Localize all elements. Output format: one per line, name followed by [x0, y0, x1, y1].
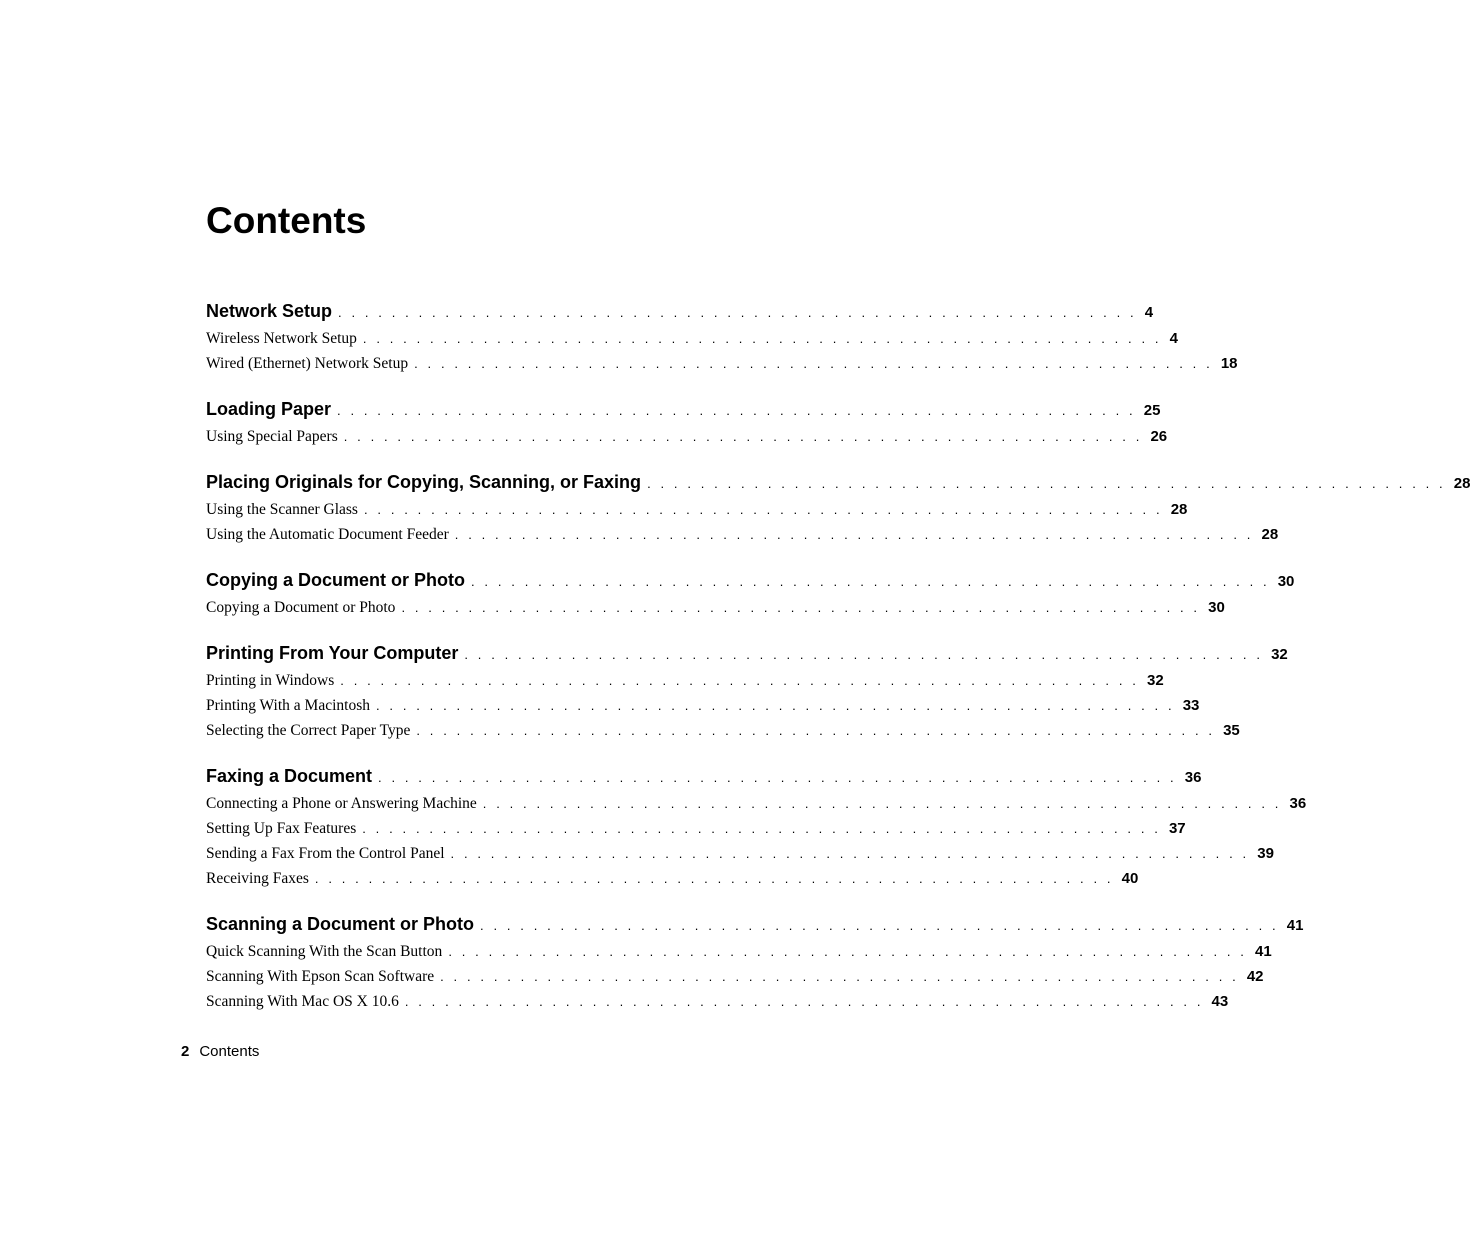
toc-page-number: 32: [1271, 646, 1288, 663]
toc-entry-title: Selecting the Correct Paper Type: [206, 722, 411, 739]
footer-page-number: 2: [181, 1043, 190, 1060]
dot-leader: . . . . . . . . . . . . . . . . . . . . . . . . . . . . . . . . . . . . . . . . . . . . . . . . . . . . . . . . . . . .: [454, 527, 1254, 542]
toc-entry-title: Receiving Faxes: [206, 870, 309, 887]
toc-page-number: 37: [1168, 820, 1186, 837]
toc-heading-title: Copying a Document or Photo: [206, 570, 465, 590]
toc-entry-title: Wired (Ethernet) Network Setup: [206, 355, 409, 372]
dot-leader: . . . . . . . . . . . . . . . . . . . . . . . . . . . . . . . . . . . . . . . . . . . . . . . . . . . . . . . . . . . .: [363, 502, 1163, 517]
dot-leader: . . . . . . . . . . . . . . . . . . . . . . . . . . . . . . . . . . . . . . . . . . . . . . . . . . . . . . . . . . . .: [343, 429, 1143, 444]
dot-leader: . . . . . . . . . . . . . . . . . . . . . . . . . . . . . . . . . . . . . . . . . . . . . . . . . . . . . . . . . . . .: [448, 944, 1248, 959]
toc-entry-title: Sending a Fax From the Control Panel: [206, 845, 445, 862]
toc-entry[interactable]: [206, 718, 1240, 743]
toc-page-number: 40: [1121, 870, 1139, 887]
toc-entry[interactable]: [206, 326, 1178, 351]
toc-heading[interactable]: [206, 394, 1161, 424]
dot-leader: . . . . . . . . . . . . . . . . . . . . . . . . . . . . . . . . . . . . . . . . . . . . . . . . . . . . . . . . . . . .: [464, 647, 1264, 662]
toc-page-number: 25: [1143, 402, 1161, 419]
footer-label: Contents: [199, 1043, 260, 1060]
toc-entry-title: Using Special Papers: [206, 428, 338, 445]
toc-entry[interactable]: [206, 791, 1307, 816]
dot-leader: . . . . . . . . . . . . . . . . . . . . . . . . . . . . . . . . . . . . . . . . . . . . . . . . . . . . . . . . . . . .: [401, 600, 1201, 615]
toc-page-number: 36: [1184, 769, 1202, 786]
toc-entry-title: Printing With a Macintosh: [206, 697, 370, 714]
toc-entry[interactable]: [206, 693, 1200, 718]
toc-heading[interactable]: [206, 761, 1202, 791]
toc-heading-title: Network Setup: [206, 301, 333, 321]
dot-leader: . . . . . . . . . . . . . . . . . . . . . . . . . . . . . . . . . . . . . . . . . . . . . . . . . . . . . . . . . . . .: [647, 476, 1446, 491]
dot-leader: . . . . . . . . . . . . . . . . . . . . . . . . . . . . . . . . . . . . . . . . . . . . . . . . . . . . . . . . . . . .: [340, 673, 1139, 688]
toc-page-number: 35: [1223, 722, 1240, 739]
toc-heading-title: Loading Paper: [206, 399, 332, 419]
toc-page-number: 42: [1246, 968, 1264, 985]
toc-page-number: 41: [1286, 917, 1304, 934]
dot-leader: . . . . . . . . . . . . . . . . . . . . . . . . . . . . . . . . . . . . . . . . . . . . . . . . . . . . . . . . . . . .: [480, 918, 1279, 933]
toc-entry[interactable]: [206, 497, 1188, 522]
dot-leader: . . . . . . . . . . . . . . . . . . . . . . . . . . . . . . . . . . . . . . . . . . . . . . . . . . . . . . . . . . . .: [314, 871, 1114, 886]
dot-leader: . . . . . . . . . . . . . . . . . . . . . . . . . . . . . . . . . . . . . . . . . . . . . . . . . . . . . . . . . . . .: [337, 403, 1136, 418]
toc-entry[interactable]: [206, 351, 1238, 376]
toc-section-placing-originals: [206, 467, 1470, 547]
dot-leader: . . . . . . . . . . . . . . . . . . . . . . . . . . . . . . . . . . . . . . . . . . . . . . . . . . . . . . . . . . . .: [482, 796, 1282, 811]
toc-page-number: 26: [1150, 428, 1168, 445]
toc-entry-title: Using the Automatic Document Feeder: [206, 526, 449, 543]
toc-entry[interactable]: [206, 866, 1139, 891]
toc-section-printing: [206, 638, 1288, 743]
toc-page-number: 33: [1182, 697, 1200, 714]
toc-heading[interactable]: [206, 296, 1154, 326]
toc-section-network-setup: [206, 296, 1238, 376]
toc-section-copying: [206, 565, 1295, 620]
toc-entry[interactable]: [206, 841, 1274, 866]
toc-heading[interactable]: [206, 467, 1470, 497]
toc-page-number: 36: [1289, 795, 1307, 812]
toc-page-number: 30: [1277, 573, 1295, 590]
toc-heading-title: Faxing a Document: [206, 766, 373, 786]
dot-leader: . . . . . . . . . . . . . . . . . . . . . . . . . . . . . . . . . . . . . . . . . . . . . . . . . . . . . . . . . . . .: [440, 969, 1239, 984]
toc-page-number: 28: [1453, 475, 1470, 492]
toc-heading[interactable]: [206, 909, 1304, 939]
dot-leader: . . . . . . . . . . . . . . . . . . . . . . . . . . . . . . . . . . . . . . . . . . . . . . . . . . . . . . . . . . . .: [378, 770, 1177, 785]
toc-page-number: 43: [1211, 993, 1229, 1010]
dot-leader: . . . . . . . . . . . . . . . . . . . . . . . . . . . . . . . . . . . . . . . . . . . . . . . . . . . . . . . . . . . .: [416, 723, 1216, 738]
toc-entry[interactable]: [206, 939, 1272, 964]
toc-page-number: 4: [1169, 330, 1178, 347]
toc-heading[interactable]: [206, 565, 1295, 595]
toc-entry[interactable]: [206, 668, 1164, 693]
toc-entry-title: Copying a Document or Photo: [206, 599, 396, 616]
page-footer: [181, 1040, 259, 1064]
toc-heading[interactable]: [206, 638, 1288, 668]
table-of-contents: [206, 296, 1470, 1032]
toc-entry[interactable]: [206, 964, 1264, 989]
toc-page-number: 41: [1255, 943, 1272, 960]
toc-entry-title: Setting Up Fax Features: [206, 820, 357, 837]
toc-page-number: 4: [1144, 304, 1154, 321]
toc-entry-title: Wireless Network Setup: [206, 330, 357, 347]
toc-entry[interactable]: [206, 424, 1168, 449]
toc-page-number: 28: [1261, 526, 1279, 543]
toc-section-loading-paper: [206, 394, 1168, 449]
toc-entry-title: Connecting a Phone or Answering Machine: [206, 795, 477, 812]
toc-entry-title: Printing in Windows: [206, 672, 335, 689]
dot-leader: . . . . . . . . . . . . . . . . . . . . . . . . . . . . . . . . . . . . . . . . . . . . . . . . . . . . . . . . . . . .: [450, 846, 1250, 861]
toc-page-number: 39: [1257, 845, 1274, 862]
toc-section-scanning: [206, 909, 1304, 1014]
page-title: Contents: [206, 200, 367, 241]
toc-page-number: 18: [1220, 355, 1238, 372]
dot-leader: . . . . . . . . . . . . . . . . . . . . . . . . . . . . . . . . . . . . . . . . . . . . . . . . . . . . . . . . . . . .: [404, 994, 1204, 1009]
dot-leader: . . . . . . . . . . . . . . . . . . . . . . . . . . . . . . . . . . . . . . . . . . . . . . . . . . . . . . . . . . . .: [471, 574, 1270, 589]
toc-entry-title: Scanning With Epson Scan Software: [206, 968, 435, 985]
toc-entry[interactable]: [206, 989, 1229, 1014]
toc-heading-title: Placing Originals for Copying, Scanning, or Faxing: [206, 472, 642, 492]
toc-entry-title: Quick Scanning With the Scan Button: [206, 943, 443, 960]
toc-entry-title: Using the Scanner Glass: [206, 501, 358, 518]
dot-leader: . . . . . . . . . . . . . . . . . . . . . . . . . . . . . . . . . . . . . . . . . . . . . . . . . . . . . . . . . . . .: [362, 821, 1161, 836]
toc-entry-title: Scanning With Mac OS X 10.6: [206, 993, 399, 1010]
toc-section-faxing: [206, 761, 1307, 891]
toc-entry[interactable]: [206, 816, 1186, 841]
toc-page-number: 28: [1170, 501, 1188, 518]
toc-page-number: 32: [1147, 672, 1164, 689]
toc-entry[interactable]: [206, 522, 1279, 547]
dot-leader: . . . . . . . . . . . . . . . . . . . . . . . . . . . . . . . . . . . . . . . . . . . . . . . . . . . . . . . . . . . .: [362, 331, 1162, 346]
toc-entry[interactable]: [206, 595, 1225, 620]
dot-leader: . . . . . . . . . . . . . . . . . . . . . . . . . . . . . . . . . . . . . . . . . . . . . . . . . . . . . . . . . . . .: [414, 356, 1213, 371]
toc-heading-title: Printing From Your Computer: [206, 643, 459, 663]
toc-heading-title: Scanning a Document or Photo: [206, 914, 475, 934]
dot-leader: . . . . . . . . . . . . . . . . . . . . . . . . . . . . . . . . . . . . . . . . . . . . . . . . . . . . . . . . . . . .: [375, 698, 1175, 713]
toc-page-number: 30: [1208, 599, 1225, 616]
dot-leader: . . . . . . . . . . . . . . . . . . . . . . . . . . . . . . . . . . . . . . . . . . . . . . . . . . . . . . . . . . . .: [338, 305, 1137, 320]
